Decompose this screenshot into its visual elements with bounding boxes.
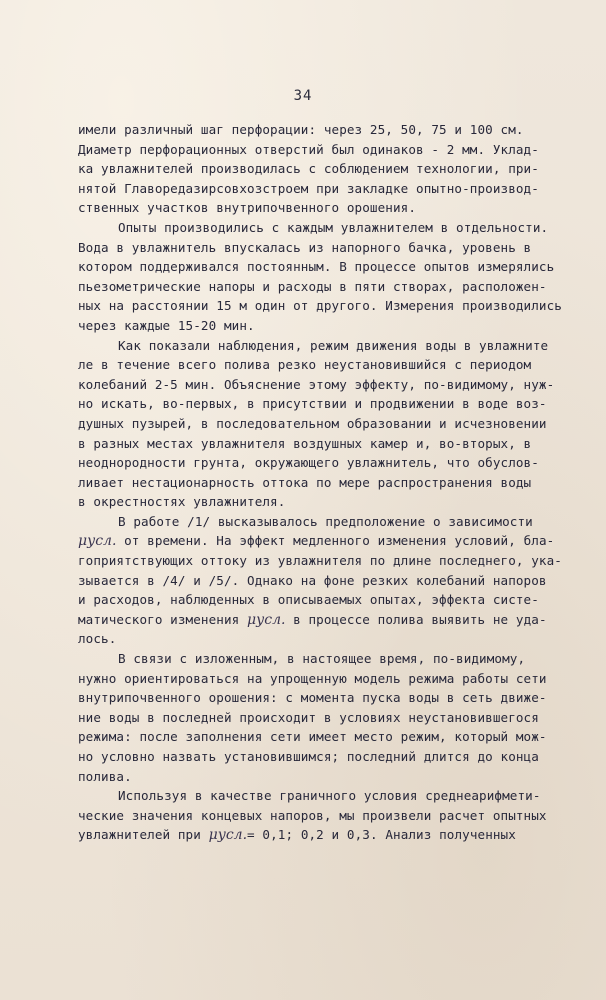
text-line <box>0 336 606 356</box>
text-segment: увлажнителей при <box>78 827 209 843</box>
text-segment: колебаний 2-5 мин. Объяснение этому эффекту, по-видимому, нуж- <box>78 376 555 392</box>
text-segment: лось. <box>78 631 117 647</box>
text-line <box>0 531 606 551</box>
text-line <box>0 590 606 610</box>
text-line <box>0 747 606 767</box>
text-line <box>0 296 606 316</box>
text-line <box>0 610 606 630</box>
text-line <box>0 316 606 336</box>
text-segment: и расходов, наблюденных в описываемых опытах, эффекта систе- <box>78 592 539 608</box>
text-line <box>0 355 606 375</box>
text-segment: в процессе полива выявить не уда- <box>285 611 547 627</box>
text-line <box>0 825 606 845</box>
text-segment: ле в течение всего полива резко неустановившийся с периодом <box>78 357 532 373</box>
text-line <box>0 708 606 728</box>
handwritten-mu-symbol: μусл. <box>208 827 248 844</box>
text-line <box>0 629 606 649</box>
text-segment: котором поддерживался постоянным. В процессе опытов измерялись <box>78 259 555 275</box>
body-text <box>0 120 606 845</box>
text-line <box>0 198 606 218</box>
text-line <box>0 179 606 199</box>
text-line <box>0 140 606 160</box>
text-segment: ка увлажнителей производилась с соблюдением технологии, при- <box>78 161 539 177</box>
text-line <box>0 806 606 826</box>
text-line <box>0 238 606 258</box>
text-line <box>0 571 606 591</box>
text-line <box>0 218 606 238</box>
text-segment: нятой Главоредазирсовхозстроем при закладке опытно-производ- <box>78 180 539 196</box>
text-line <box>0 473 606 493</box>
text-segment: матического изменения <box>78 611 248 627</box>
text-line <box>0 492 606 512</box>
text-segment: ческие значения концевых напоров, мы произвели расчет опытных <box>78 807 547 823</box>
text-line <box>0 727 606 747</box>
page-number: 34 <box>293 88 313 104</box>
text-line <box>0 277 606 297</box>
text-segment: душных пузырей, в последовательном образовании и исчезновении <box>78 415 547 431</box>
text-segment: ние воды в последней происходит в условиях неустановившегося <box>78 709 539 725</box>
text-segment: имели различный шаг перфорации: через 25, 50, 75 и 100 см. <box>78 122 524 137</box>
text-segment: Вода в увлажнитель впускалась из напорного бачка, уровень в <box>78 239 532 255</box>
text-line <box>0 649 606 669</box>
text-segment: от времени. На эффект медленного изменения условий, бла- <box>116 533 555 549</box>
text-line <box>0 767 606 787</box>
text-segment: в окрестностях увлажнителя. <box>78 494 286 510</box>
text-segment: зывается в /4/ и /5/. Однако на фоне резких колебаний напоров <box>78 572 547 588</box>
text-line <box>0 394 606 414</box>
text-line <box>0 669 606 689</box>
text-line <box>0 257 606 277</box>
text-line <box>0 159 606 179</box>
text-segment: режима: после заполнения сети имеет место режим, который мож- <box>78 729 547 745</box>
text-segment: В связи с изложенным, в настоящее время, по-видимому, <box>118 651 526 667</box>
text-segment: гоприятствующих оттоку из увлажнителя по длине последнего, ука- <box>78 553 562 569</box>
text-line <box>0 786 606 806</box>
handwritten-mu-symbol: μусл. <box>78 533 117 550</box>
text-segment: = 0,1; 0,2 и 0,3. Анализ полученных <box>247 827 516 843</box>
text-segment: но условно назвать установившимся; последний длится до конца <box>78 749 539 764</box>
text-segment: внутрипочвенного орошения: с момента пуска воды в сеть движе- <box>78 690 547 706</box>
text-segment: Используя в качестве граничного условия среднеарифмети- <box>118 788 541 804</box>
text-line <box>0 688 606 708</box>
text-segment: неоднородности грунта, окружающего увлажнитель, что обуслов- <box>78 455 539 471</box>
text-segment: в разных местах увлажнителя воздушных камер и, во-вторых, в <box>78 435 532 451</box>
text-segment: но искать, во-первых, в присутствии и продвижении в воде воз- <box>78 396 547 412</box>
text-segment: ливает нестационарность оттока по мере распространения воды <box>78 474 532 490</box>
text-segment: полива. <box>78 768 132 784</box>
text-segment: Опыты производились с каждым увлажнителем в отдельности. <box>118 219 549 235</box>
text-line <box>0 120 606 140</box>
text-line <box>0 453 606 473</box>
text-segment: ных на расстоянии 15 м один от другого. Измерения производились <box>78 298 562 314</box>
text-segment: пьезометрические напоры и расходы в пяти створах, расположен- <box>78 278 547 294</box>
handwritten-mu-symbol: μусл. <box>247 611 286 628</box>
text-line <box>0 512 606 532</box>
text-segment: через каждые 15-20 мин. <box>78 317 255 333</box>
text-line <box>0 375 606 395</box>
text-segment: ственных участков внутрипочвенного орошения. <box>78 200 417 216</box>
text-segment: В работе /1/ высказывалось предположение о зависимости <box>118 513 533 529</box>
text-segment: Диаметр перфорационных отверстий был одинаков - 2 мм. Уклад- <box>78 141 539 157</box>
text-segment: нужно ориентироваться на упрощенную модель режима работы сети <box>78 670 547 686</box>
text-line <box>0 551 606 571</box>
text-line <box>0 434 606 454</box>
text-line <box>0 414 606 434</box>
text-segment: Как показали наблюдения, режим движения воды в увлажните <box>118 337 549 353</box>
